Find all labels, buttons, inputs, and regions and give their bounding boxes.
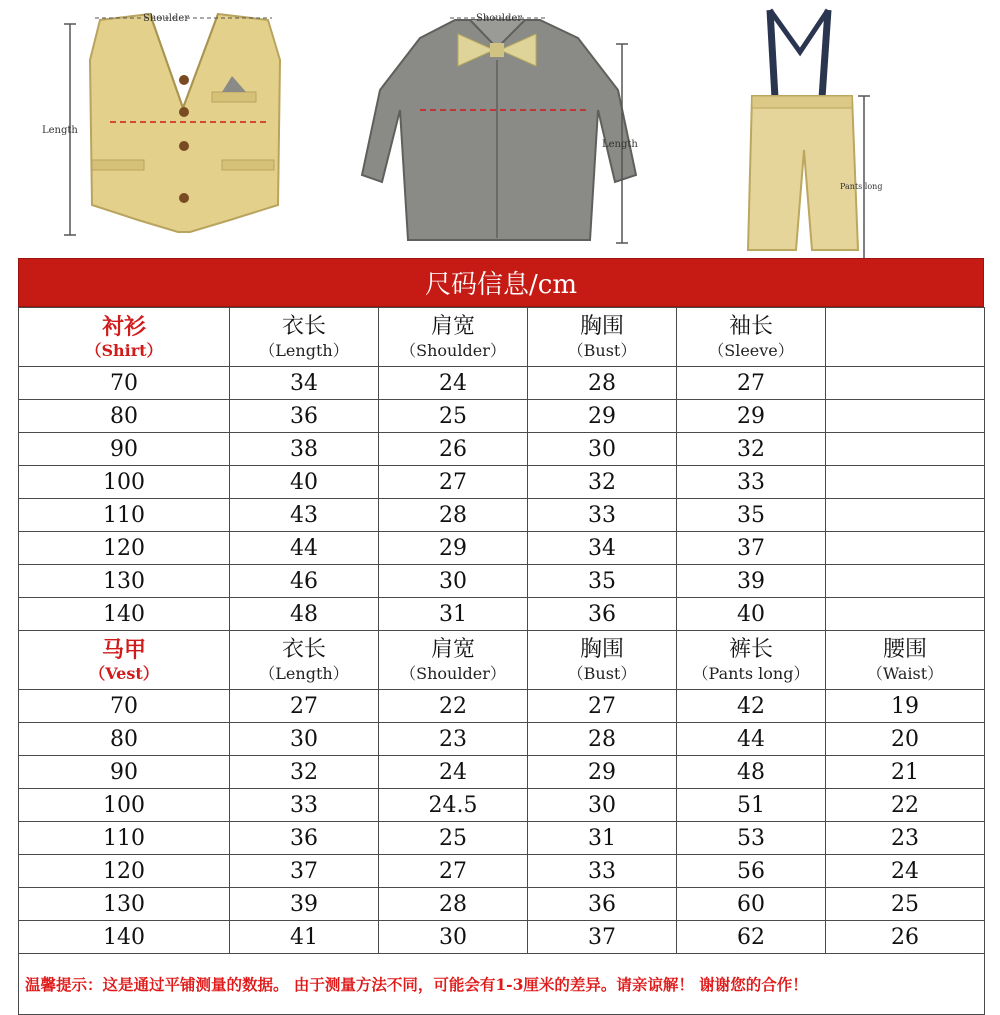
table-cell: 20 <box>826 723 985 756</box>
table-cell: 51 <box>677 789 826 822</box>
size-grid <box>18 307 985 1015</box>
table-cell: 24 <box>826 855 985 888</box>
table-cell <box>826 367 985 400</box>
table-row <box>19 756 985 789</box>
table-cell: 35 <box>677 499 826 532</box>
column-header-en: （Pants long） <box>692 664 810 683</box>
table-row <box>19 367 985 400</box>
table-cell: 36 <box>528 888 677 921</box>
table-cell: 27 <box>230 690 379 723</box>
table-row <box>19 888 985 921</box>
table-row <box>19 822 985 855</box>
size-cell: 120 <box>19 532 230 565</box>
table-cell: 39 <box>677 565 826 598</box>
table-cell: 27 <box>379 466 528 499</box>
table-cell: 39 <box>230 888 379 921</box>
table-cell: 56 <box>677 855 826 888</box>
table-cell: 33 <box>528 499 677 532</box>
table-cell: 37 <box>677 532 826 565</box>
table-cell: 31 <box>528 822 677 855</box>
table-cell: 40 <box>677 598 826 631</box>
column-header-en: （Bust） <box>567 341 637 360</box>
size-cell: 110 <box>19 499 230 532</box>
table-row <box>19 565 985 598</box>
table-cell: 30 <box>230 723 379 756</box>
column-header-zh: 裤长 <box>728 637 773 662</box>
size-cell: 80 <box>19 400 230 433</box>
column-header-en: （Waist） <box>866 664 944 683</box>
table-cell: 30 <box>528 433 677 466</box>
size-cell: 100 <box>19 466 230 499</box>
column-header-zh: 肩宽 <box>430 314 475 339</box>
size-cell: 80 <box>19 723 230 756</box>
column-header-zh: 衣长 <box>281 314 326 339</box>
size-cell: 140 <box>19 598 230 631</box>
vest-length-label: Length <box>42 125 78 136</box>
table-cell: 32 <box>230 756 379 789</box>
column-header-en: （Sleeve） <box>708 341 794 360</box>
table-cell: 40 <box>230 466 379 499</box>
table-cell: 32 <box>528 466 677 499</box>
shirt-shoulder-label: Shoulder <box>476 13 523 24</box>
size-cell: 70 <box>19 367 230 400</box>
table-cell: 24 <box>379 756 528 789</box>
table-cell <box>826 598 985 631</box>
table-cell <box>826 565 985 598</box>
table-cell: 48 <box>230 598 379 631</box>
table-row <box>19 789 985 822</box>
table-cell: 35 <box>528 565 677 598</box>
vest-shoulder-label: Shoulder <box>143 13 190 24</box>
table-row <box>19 532 985 565</box>
size-cell: 130 <box>19 888 230 921</box>
table-cell: 33 <box>677 466 826 499</box>
table-cell: 25 <box>379 822 528 855</box>
table-cell: 60 <box>677 888 826 921</box>
table-row <box>19 499 985 532</box>
table-row <box>19 855 985 888</box>
size-table <box>18 258 984 1000</box>
size-cell: 90 <box>19 433 230 466</box>
table-cell: 37 <box>230 855 379 888</box>
table-cell: 27 <box>528 690 677 723</box>
footer-row <box>19 954 985 1015</box>
column-header-zh: 胸围 <box>579 314 624 339</box>
table-cell: 28 <box>528 367 677 400</box>
size-cell: 140 <box>19 921 230 954</box>
size-cell: 120 <box>19 855 230 888</box>
table-cell: 36 <box>230 400 379 433</box>
column-header-zh: 腰围 <box>882 637 927 662</box>
table-cell: 41 <box>230 921 379 954</box>
shirt-header-row <box>19 308 985 367</box>
vest-label-en: （Vest） <box>89 664 159 683</box>
table-cell: 53 <box>677 822 826 855</box>
table-cell: 21 <box>826 756 985 789</box>
table-cell <box>826 499 985 532</box>
column-header-zh: 袖长 <box>728 314 773 339</box>
size-cell: 70 <box>19 690 230 723</box>
shirt-category-cell <box>19 308 230 367</box>
column-header-en: （Shoulder） <box>400 664 506 683</box>
table-cell: 44 <box>230 532 379 565</box>
table-cell: 29 <box>528 400 677 433</box>
table-cell: 29 <box>528 756 677 789</box>
column-header <box>528 631 677 690</box>
table-cell: 38 <box>230 433 379 466</box>
table-cell: 24.5 <box>379 789 528 822</box>
shirt-label-en: （Shirt） <box>85 341 163 360</box>
table-cell: 30 <box>379 921 528 954</box>
table-cell: 22 <box>826 789 985 822</box>
table-cell <box>826 433 985 466</box>
table-cell: 42 <box>677 690 826 723</box>
table-cell: 25 <box>826 888 985 921</box>
table-cell: 34 <box>230 367 379 400</box>
size-cell: 90 <box>19 756 230 789</box>
table-cell: 24 <box>379 367 528 400</box>
vest-header-row <box>19 631 985 690</box>
shirt-label-zh: 衬衫 <box>101 314 146 340</box>
table-cell: 46 <box>230 565 379 598</box>
column-header-en: （Shoulder） <box>400 341 506 360</box>
table-cell: 62 <box>677 921 826 954</box>
table-cell: 26 <box>379 433 528 466</box>
shirt-image <box>362 18 636 243</box>
column-header-en: （Bust） <box>567 664 637 683</box>
table-cell: 32 <box>677 433 826 466</box>
table-cell <box>826 400 985 433</box>
table-cell: 29 <box>677 400 826 433</box>
table-cell <box>826 466 985 499</box>
footer-note: 温馨提示：这是通过平铺测量的数据。 由于测量方法不同，可能会有1-3厘米的差异。请亲谅解！ 谢谢您的合作！ <box>19 954 985 1015</box>
table-cell: 29 <box>379 532 528 565</box>
table-cell: 43 <box>230 499 379 532</box>
column-header-en: （Length） <box>259 341 349 360</box>
table-row <box>19 690 985 723</box>
vest-image <box>64 14 280 235</box>
table-cell: 25 <box>379 400 528 433</box>
table-cell: 36 <box>230 822 379 855</box>
table-cell: 23 <box>826 822 985 855</box>
table-cell: 30 <box>528 789 677 822</box>
pants-length-label: Pants long <box>840 182 883 191</box>
product-illustrations <box>0 0 1000 258</box>
column-header <box>826 308 985 367</box>
table-cell: 27 <box>379 855 528 888</box>
column-header <box>230 631 379 690</box>
size-cell: 130 <box>19 565 230 598</box>
column-header <box>379 631 528 690</box>
table-row <box>19 598 985 631</box>
table-cell: 31 <box>379 598 528 631</box>
table-cell: 30 <box>379 565 528 598</box>
table-cell <box>826 532 985 565</box>
column-header <box>826 631 985 690</box>
table-cell: 28 <box>379 499 528 532</box>
size-cell: 110 <box>19 822 230 855</box>
table-cell: 33 <box>528 855 677 888</box>
table-cell: 33 <box>230 789 379 822</box>
table-cell: 23 <box>379 723 528 756</box>
table-row <box>19 400 985 433</box>
table-row <box>19 466 985 499</box>
column-header <box>677 308 826 367</box>
table-row <box>19 921 985 954</box>
table-cell: 44 <box>677 723 826 756</box>
table-row <box>19 433 985 466</box>
table-cell: 19 <box>826 690 985 723</box>
column-header <box>677 631 826 690</box>
table-cell: 28 <box>379 888 528 921</box>
column-header <box>230 308 379 367</box>
table-title: 尺码信息/cm <box>18 258 984 307</box>
table-cell: 37 <box>528 921 677 954</box>
column-header <box>379 308 528 367</box>
table-cell: 22 <box>379 690 528 723</box>
table-cell: 28 <box>528 723 677 756</box>
shirt-length-label: Length <box>602 139 638 150</box>
table-cell: 36 <box>528 598 677 631</box>
table-cell: 26 <box>826 921 985 954</box>
column-header-zh: 肩宽 <box>430 637 475 662</box>
column-header-zh: 胸围 <box>579 637 624 662</box>
garment-drawings <box>0 0 1000 258</box>
table-cell: 27 <box>677 367 826 400</box>
column-header-zh: 衣长 <box>281 637 326 662</box>
vest-category-cell <box>19 631 230 690</box>
pants-image <box>748 10 870 258</box>
column-header-en: （Length） <box>259 664 349 683</box>
vest-label-zh: 马甲 <box>101 637 146 663</box>
size-cell: 100 <box>19 789 230 822</box>
column-header <box>528 308 677 367</box>
table-cell: 34 <box>528 532 677 565</box>
table-row <box>19 723 985 756</box>
table-cell: 48 <box>677 756 826 789</box>
